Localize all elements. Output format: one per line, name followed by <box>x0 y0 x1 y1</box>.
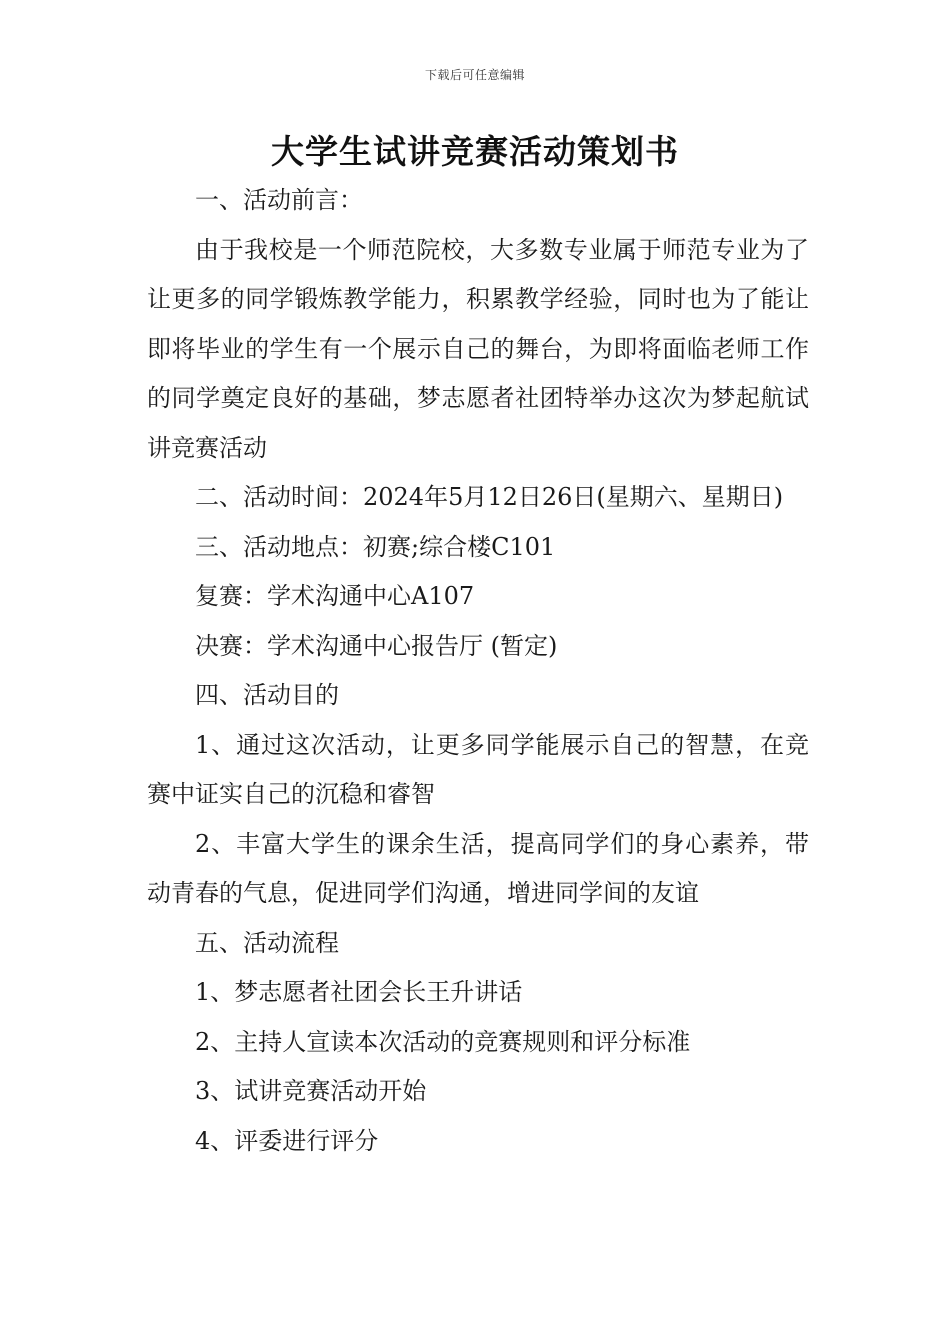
purpose-item-1: 1、通过这次活动，让更多同学能展示自己的智慧，在竞赛中证实自己的沉稳和睿智 <box>147 730 809 808</box>
document-title: 大学生试讲竞赛活动策划书 <box>271 132 679 171</box>
process-item-3: 3、试讲竞赛活动开始 <box>195 1077 427 1105</box>
section-heading-preface: 一、活动前言： <box>195 186 363 214</box>
process-item-1: 1、梦志愿者社团会长王升讲话 <box>195 978 523 1006</box>
preface-paragraph: 由于我校是一个师范院校，大多数专业属于师范专业为了让更多的同学锻炼教学能力，积累教学经验，同时也为了能让即将毕业的学生有一个展示自己的舞台，为即将面临老师工作的同学奠定良好的基础，梦志愿者社团特举办这次为梦起航试讲竞赛活动 <box>147 235 809 462</box>
header-note: 下载后可任意编辑 <box>424 68 525 82</box>
section-heading-process: 五、活动流程 <box>195 928 339 957</box>
process-item-2: 2、主持人宣读本次活动的竞赛规则和评分标准 <box>195 1027 691 1056</box>
purpose-item-2: 2、丰富大学生的课余生活，提高同学们的身心素养，带动青春的气息，促进同学们沟通，增进同学间的友谊 <box>147 829 809 907</box>
process-item-4: 4、评委进行评分 <box>195 1126 379 1155</box>
activity-time: 二、活动时间：2024年5月12日26日(星期六、星期日) <box>195 483 784 511</box>
activity-location-final: 决赛：学术沟通中心报告厅 (暂定) <box>195 631 558 660</box>
activity-location-preliminary: 三、活动地点：初赛;综合楼C101 <box>195 532 556 561</box>
activity-location-semifinal: 复赛：学术沟通中心A107 <box>195 582 475 610</box>
section-heading-purpose: 四、活动目的 <box>195 681 339 709</box>
document-body <box>147 176 809 1166</box>
